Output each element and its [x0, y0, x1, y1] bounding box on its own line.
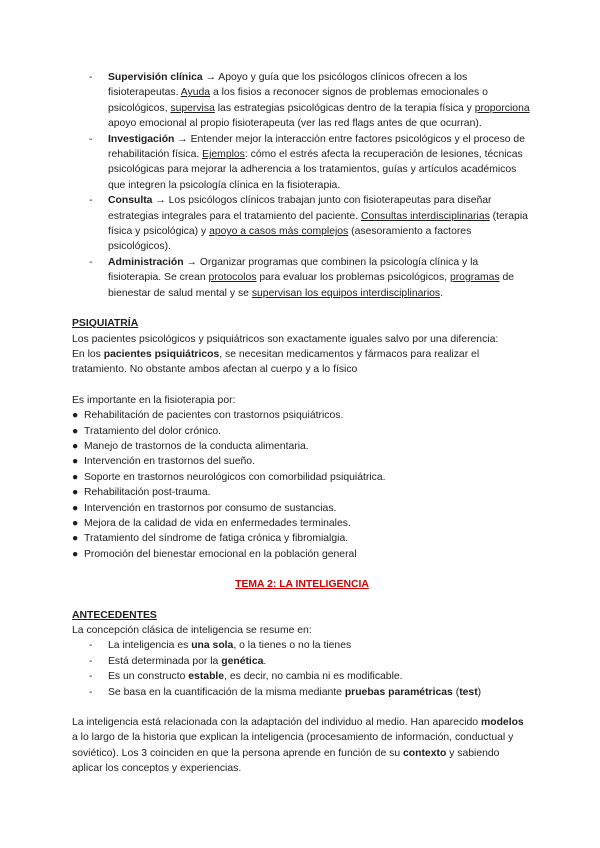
role-title: Supervisión clínica: [108, 72, 203, 83]
role-title: Investigación: [108, 133, 175, 145]
list-item-text: Mejora de la calidad de vida en enfermedades terminales.: [84, 517, 351, 529]
psiquiatria-paragraph-2: [72, 347, 532, 378]
text: , o la tienes o no la tienes: [233, 640, 352, 652]
bullet-icon: ●: [72, 440, 79, 452]
role-title: Administración: [108, 256, 184, 268]
psiquiatria-bullet-list: [72, 408, 532, 562]
bullet-icon: ●: [72, 517, 79, 529]
section-title-psiquiatria: PSIQUIATRÍA: [72, 318, 139, 330]
text: .: [263, 655, 267, 667]
list-item-text: Promoción del bienestar emocional en la población general: [84, 548, 357, 560]
list-item-text: Rehabilitación de pacientes con trastornos psiquiátricos.: [84, 410, 344, 422]
bullet-icon: ●: [72, 410, 79, 422]
antecedentes-intro: La concepción clásica de inteligencia se resume en:: [72, 625, 312, 636]
arrow: →: [202, 72, 219, 83]
bullet-icon: ●: [72, 471, 79, 483]
list-item-text: Intervención en trastornos por consumo de sustancias.: [84, 502, 337, 514]
list-item: [72, 424, 532, 439]
role-text: apoyo emocional al propio fisioterapeuta (ver las red flags antes de que ocurran).: [108, 118, 482, 130]
list-item: [72, 408, 532, 423]
role-administracion: [72, 255, 532, 301]
text: ): [477, 686, 482, 698]
bullet-icon: ●: [72, 548, 79, 560]
list-item: [72, 439, 532, 454]
role-text: .: [440, 287, 444, 299]
bold-text: test: [459, 686, 478, 698]
role-title: Consulta: [108, 195, 153, 207]
list-item: [72, 654, 532, 669]
role-underlined: programas: [449, 272, 500, 284]
role-text: Los psicólogos clínicos trabajan junto con fisioterapeutas para diseñar estrategias integrales para el tratamiento del paciente.: [108, 195, 492, 222]
bullet-icon: ●: [72, 425, 79, 437]
role-text: para evaluar los problemas psicológicos,: [256, 272, 450, 284]
role-underlined: proporciona: [474, 102, 530, 114]
role-investigacion: [72, 132, 532, 194]
role-underlined: apoyo a casos más complejos: [209, 226, 349, 238]
arrow: →: [174, 133, 191, 145]
role-underlined: Ayuda: [180, 87, 211, 99]
list-item-text: Rehabilitación post-trauma.: [84, 487, 211, 499]
text: Se basa en la cuantificación de la misma mediante: [108, 686, 345, 698]
list-item: [72, 547, 532, 562]
role-text: las estrategias psicológicas dentro de la terapia física y: [214, 102, 475, 114]
role-text: : cómo el estrés afecta la recuperación de lesiones, técnicas psicológicas para mejorar la adherencia a los tratamientos, guías y artículos académicos que integren la psicología clínica en la fisioterapia.: [108, 149, 523, 191]
text: En los: [72, 348, 104, 360]
arrow: →: [152, 195, 169, 207]
list-item-text: Tratamiento del dolor crónico.: [84, 425, 222, 437]
role-consulta: [72, 193, 532, 255]
list-item-text: Soporte en trastornos neurológicos con comorbilidad psiquiátrica.: [84, 471, 386, 483]
chapter-title: TEMA 2: LA INTELIGENCIA: [235, 579, 369, 591]
role-underlined: supervisa: [170, 102, 215, 114]
text: Es un constructo: [108, 671, 189, 683]
list-item: [72, 669, 532, 684]
role-text: Entender mejor la interacción entre factores psicológicos y el proceso de rehabilitación física.: [108, 133, 525, 161]
list-item-text: Tratamiento del síndrome de fatiga crónica y fibromialgia.: [84, 533, 349, 545]
psiquiatria-paragraph-1: Los pacientes psicológicos y psiquiátricos son exactamente iguales salvo por una diferencia:: [72, 333, 499, 345]
psiquiatria-intro: Es importante en la fisioterapia por:: [72, 394, 236, 406]
section-title-antecedentes: ANTECEDENTES: [72, 609, 157, 621]
role-text: a los fisios a reconocer signos de problemas emocionales o psicológicos,: [108, 87, 488, 114]
role-text: Organizar programas que combinen la psicología clínica y la fisioterapia. Se crean: [108, 256, 479, 284]
arrow: →: [183, 256, 200, 268]
role-text: (terapia física y psicológica) y: [108, 210, 528, 238]
bold-text: estable: [188, 671, 225, 683]
bold-text: modelos: [480, 717, 524, 729]
list-item: [72, 531, 532, 546]
antecedentes-paragraph: [72, 715, 532, 777]
list-item: [72, 485, 532, 500]
text: y sabiendo aplicar los conceptos y experiencias.: [72, 747, 500, 775]
list-item: [72, 685, 532, 700]
document-page: [72, 70, 532, 777]
role-supervision: [72, 70, 532, 132]
text: , se necesitan medicamentos y fármacos para realizar el tratamiento. No obstante ambos afectan al cuerpo y a lo físico: [72, 348, 480, 376]
text: , es decir, no cambia ni es modificable.: [224, 671, 403, 683]
roles-list: [72, 70, 532, 301]
text: Está determinada por la: [108, 655, 222, 667]
text: La inteligencia está relacionada con la adaptación del individuo al medio. Han aparecido: [72, 717, 481, 729]
list-item: [72, 470, 532, 485]
text: a lo largo de la historia que explican la inteligencia (procesamiento de información, conductual y soviético). Los 3 coinciden en que la persona aprende en función de su: [72, 732, 514, 759]
list-item-text: Intervención en trastornos del sueño.: [84, 456, 255, 468]
list-item: [72, 516, 532, 531]
bold-text: una sola: [191, 640, 234, 652]
bullet-icon: ●: [72, 456, 79, 468]
list-item: [72, 501, 532, 516]
list-item: [72, 454, 532, 469]
role-underlined: supervisan los equipos interdisciplinarios: [251, 287, 441, 299]
bold-text: pacientes psiquiátricos: [103, 348, 220, 360]
bullet-icon: ●: [72, 533, 79, 545]
text: La inteligencia es: [108, 640, 192, 652]
text: (: [452, 686, 460, 698]
bullet-icon: ●: [72, 502, 79, 514]
list-item: [72, 638, 532, 653]
role-underlined: protocolos: [208, 272, 257, 284]
bold-text: pruebas paramétricas: [344, 686, 453, 698]
role-underlined: Consultas interdisciplinarias: [361, 210, 490, 222]
bold-text: genética: [221, 655, 264, 667]
antecedentes-list: [72, 638, 532, 700]
bold-text: contexto: [403, 747, 447, 759]
role-text: (asesoramiento a factores psicológicos).: [108, 226, 472, 253]
role-text: de bienestar de salud mental y se: [108, 272, 515, 299]
bullet-icon: ●: [72, 487, 79, 499]
list-item-text: Manejo de trastornos de la conducta alimentaria.: [84, 440, 309, 452]
role-underlined: Ejemplos: [202, 149, 245, 161]
role-text: Apoyo y guía que los psicólogos clínicos ofrecen a los fisioterapeutas.: [108, 72, 468, 99]
